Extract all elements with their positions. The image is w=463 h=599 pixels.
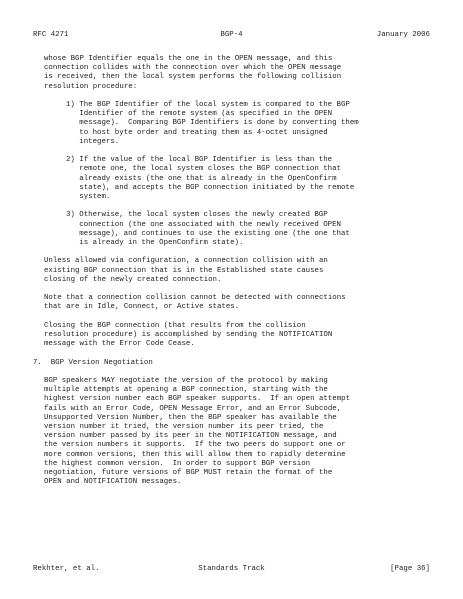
page-header <box>33 31 430 41</box>
header-title: BGP-4 <box>220 31 243 39</box>
list-item-3: 3) Otherwise, the local system closes the newly created BGP connection (the one associated with the newly received OPEN message), and continues to use the existing one (the one that is already in the OpenConfirm state). <box>66 211 350 248</box>
page-footer <box>33 565 430 575</box>
section-heading: 7. BGP Version Negotiation <box>33 358 153 367</box>
footer-status: Standards Track <box>198 565 265 573</box>
header-date: January 2006 <box>376 31 430 39</box>
footer-authors: Rekhter, et al. <box>33 565 100 573</box>
list-item-1: 1) The BGP Identifier of the local system is compared to the BGP Identifier of the remote system (as specified in the OPEN message). Comparing BGP Identifiers is done by converting them to host byte order and treating them as 4-octet unsigned integers. <box>66 101 359 146</box>
intro-paragraph: whose BGP Identifier equals the one in the OPEN message, and this connection collides with the connection over which the OPEN message is received, then the local system performs the following collision resolution procedure: <box>44 55 342 91</box>
list-item-2: 2) If the value of the local BGP Identifier is less than the remote one, the local system closes the BGP connection that already exists (the one that is already in the OpenConfirm state), and accepts the BGP connection initiated by the remote system. <box>66 156 355 202</box>
header-rfc-number: RFC 4271 <box>33 31 69 39</box>
document-body <box>33 55 434 497</box>
closing-paragraph: Closing the BGP connection (that results from the collision resolution procedure) is accomplished by sending the NOTIFICATION message with the Error Code Cease. <box>44 321 333 349</box>
footer-page-number: [Page 36] <box>390 565 430 573</box>
established-state-paragraph: Unless allowed via configuration, a connection collision with an existing BGP connection that is in the Established state causes closing of the newly created connection. <box>44 257 328 284</box>
note-paragraph: Note that a connection collision cannot be detected with connections that are in Idle, Connect, or Active states. <box>44 294 346 312</box>
collision-procedure-list <box>44 101 434 248</box>
version-negotiation-paragraph: BGP speakers MAY negotiate the version of the protocol by making multiple attempts at opening a BGP connection, starting with the highest version number each BGP speaker supports. If an open attempt fails with an Error Code, OPEN Message Error, and an Error Subcode, Unsupported Version Number, then the BGP speaker has available the version number it tried, the version number its peer tried, the version number passed by its peer in the NOTIFICATION message, and the version numbers it supports. If the two peers do support one or more common versions, then this will allow them to rapidly determine the highest common version. In order to support BGP version negotiation, future versions of BGP MUST retain the format of the OPEN and NOTIFICATION messages. <box>44 376 351 487</box>
